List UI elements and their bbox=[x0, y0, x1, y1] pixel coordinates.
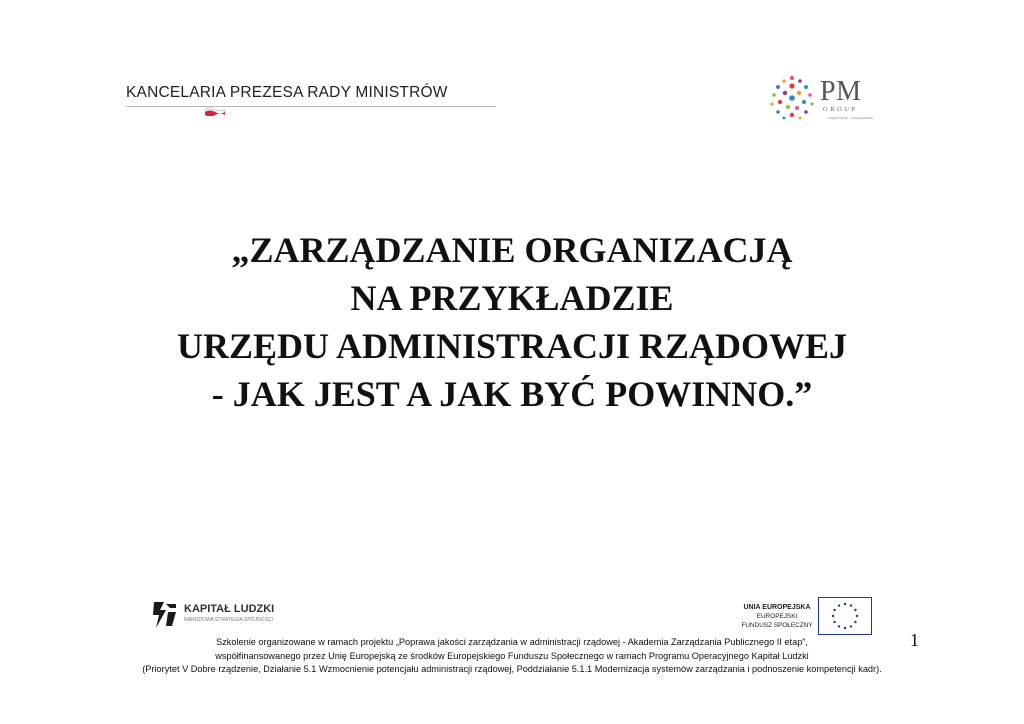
footer-note bbox=[0, 636, 1024, 677]
title-line: URZĘDU ADMINISTRACJI RZĄDOWEJ bbox=[176, 326, 848, 366]
footer-line: Szkolenie organizowane w ramach projektu „Poprawa jakości zarządzania w administracji rządowej - Akademia Zarządzania Publicznego II etap”, bbox=[216, 637, 808, 647]
eu-flag-icon bbox=[818, 597, 872, 635]
page-number: 1 bbox=[910, 630, 919, 650]
footer-line: współfinansowanego przez Unię Europejską ze środków Europejskiego Funduszu Społecznego w ramach Programu Operacyjnego Kapitał Ludzki bbox=[215, 650, 809, 661]
kprm-logo-text: KANCELARIA PREZESA RADY MINISTRÓW bbox=[126, 84, 448, 101]
pm-group-logo bbox=[766, 72, 876, 124]
pm-logo-tagline: organizacja i zarządzanie bbox=[828, 115, 874, 120]
title-line: - JAK JEST A JAK BYĆ POWINNO.” bbox=[211, 374, 813, 414]
title-line: „ZARZĄDZANIE ORGANIZACJĄ bbox=[231, 230, 793, 270]
kprm-logo bbox=[126, 84, 498, 107]
eu-logo-text bbox=[740, 603, 814, 630]
pm-logo-group: GROUP bbox=[823, 106, 858, 113]
footer-line: (Priorytet V Dobre rządzenie, Działanie 5.1 Wzmocnienie potencjału administracji rządowej, Poddziałanie 5.1.1 Modernizacja systemów zarządzania i podnoszenie kompetencji kadr). bbox=[142, 664, 882, 674]
kapital-ludzki-name: KAPITAŁ LUDZKI bbox=[184, 603, 275, 615]
kapital-ludzki-logo bbox=[150, 598, 290, 634]
title-line: NA PRZYKŁADZIE bbox=[350, 278, 674, 318]
page-title bbox=[0, 226, 1024, 418]
kapital-ludzki-icon bbox=[150, 598, 180, 632]
pm-logo-letters: PM bbox=[820, 76, 862, 107]
kprm-logo-underline bbox=[126, 106, 496, 107]
eu-logo-line2: EUROPEJSKI bbox=[756, 613, 798, 620]
pm-dots-icon bbox=[766, 72, 818, 124]
eu-logo bbox=[740, 597, 874, 635]
eu-logo-line3: FUNDUSZ SPOŁECZNY bbox=[741, 622, 813, 629]
polish-flag-icon bbox=[204, 106, 226, 116]
eu-logo-line1: UNIA EUROPEJSKA bbox=[743, 604, 811, 611]
kapital-ludzki-sub: NARODOWA STRATEGIA SPÓJNOŚCI bbox=[184, 617, 273, 623]
